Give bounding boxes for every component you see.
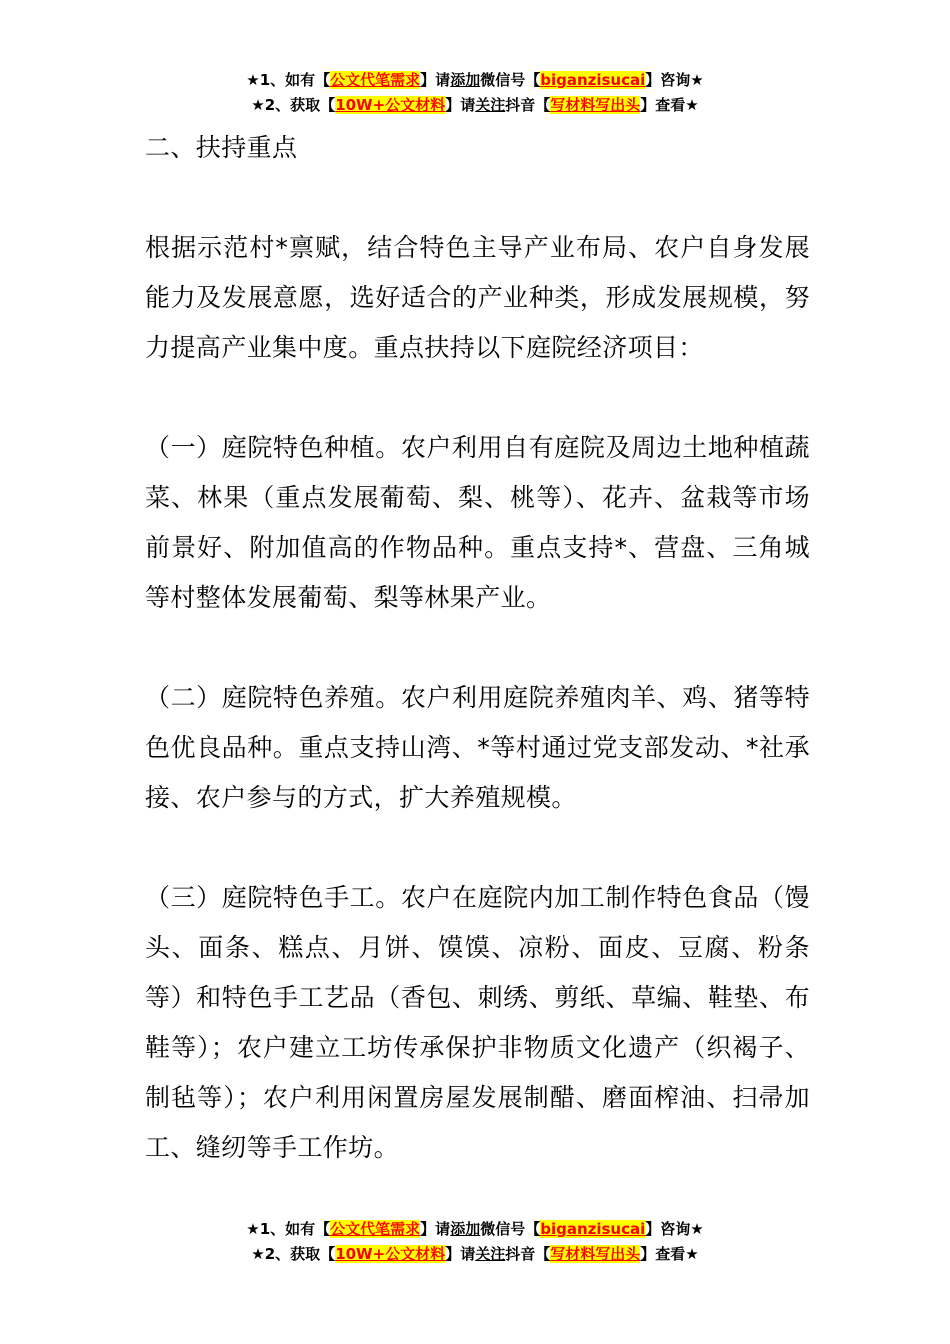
promo-underline: 添加 xyxy=(450,1220,481,1238)
promo-line-1 xyxy=(0,1217,950,1242)
promo-text: 】请 xyxy=(445,1245,476,1263)
promo-text: 】请 xyxy=(420,71,451,89)
promo-highlight-douyin: 写材料写出头 xyxy=(550,1245,641,1263)
promo-text: 】查看★ xyxy=(640,96,699,114)
promo-highlight-douyin: 写材料写出头 xyxy=(550,96,641,114)
promo-text: 】咨询★ xyxy=(645,1220,704,1238)
promo-text: 】请 xyxy=(445,96,476,114)
promo-highlight: 公文代笔需求 xyxy=(330,1220,421,1238)
promo-underline: 关注 xyxy=(475,96,506,114)
promo-text: 】查看★ xyxy=(640,1245,699,1263)
promo-line-2 xyxy=(0,93,950,118)
promo-line-2 xyxy=(0,1242,950,1267)
promo-text: 微信号【 xyxy=(480,1220,541,1238)
document-body xyxy=(145,123,810,1223)
promo-banner-bottom xyxy=(0,1217,950,1267)
promo-text: ★1、如有【 xyxy=(246,1220,331,1238)
promo-text: 】请 xyxy=(420,1220,451,1238)
promo-highlight-wechat: biganzisucai xyxy=(540,71,646,89)
promo-text: 】咨询★ xyxy=(645,71,704,89)
promo-text: ★2、获取【 xyxy=(251,1245,336,1263)
promo-underline: 添加 xyxy=(450,71,481,89)
promo-text: 抖音【 xyxy=(505,1245,551,1263)
promo-highlight-wechat: biganzisucai xyxy=(540,1220,646,1238)
promo-highlight: 10W+公文材料 xyxy=(335,1245,446,1263)
promo-line-1 xyxy=(0,68,950,93)
promo-banner-top xyxy=(0,68,950,118)
promo-underline: 关注 xyxy=(475,1245,506,1263)
promo-highlight: 公文代笔需求 xyxy=(330,71,421,89)
paragraph-planting: （一）庭院特色种植。农户利用自有庭院及周边土地种植蔬菜、林果（重点发展葡萄、梨、桃等）、花卉、盆栽等市场前景好、附加值高的作物品种。重点支持*、营盘、三角城等村整体发展葡萄、梨等林果产业。 xyxy=(145,433,810,612)
promo-text: 微信号【 xyxy=(480,71,541,89)
paragraph-breeding: （二）庭院特色养殖。农户利用庭院养殖肉羊、鸡、猪等特色优良品种。重点支持山湾、*等村通过党支部发动、*社承接、农户参与的方式，扩大养殖规模。 xyxy=(145,683,810,812)
promo-text: ★2、获取【 xyxy=(251,96,336,114)
paragraph-intro: 根据示范村*禀赋，结合特色主导产业布局、农户自身发展能力及发展意愿，选好适合的产业种类，形成发展规模，努力提高产业集中度。重点扶持以下庭院经济项目： xyxy=(145,233,810,362)
section-heading: 二、扶持重点 xyxy=(145,133,298,162)
promo-highlight: 10W+公文材料 xyxy=(335,96,446,114)
promo-text: ★1、如有【 xyxy=(246,71,331,89)
promo-text: 抖音【 xyxy=(505,96,551,114)
paragraph-handicraft: （三）庭院特色手工。农户在庭院内加工制作特色食品（馒头、面条、糕点、月饼、馍馍、凉粉、面皮、豆腐、粉条等）和特色手工艺品（香包、刺绣、剪纸、草编、鞋垫、布鞋等）；农户建立工坊传承保护非物质文化遗产（织褐子、制毡等）；农户利用闲置房屋发展制醋、磨面榨油、扫帚加工、缝纫等手工作坊。 xyxy=(145,883,810,1162)
